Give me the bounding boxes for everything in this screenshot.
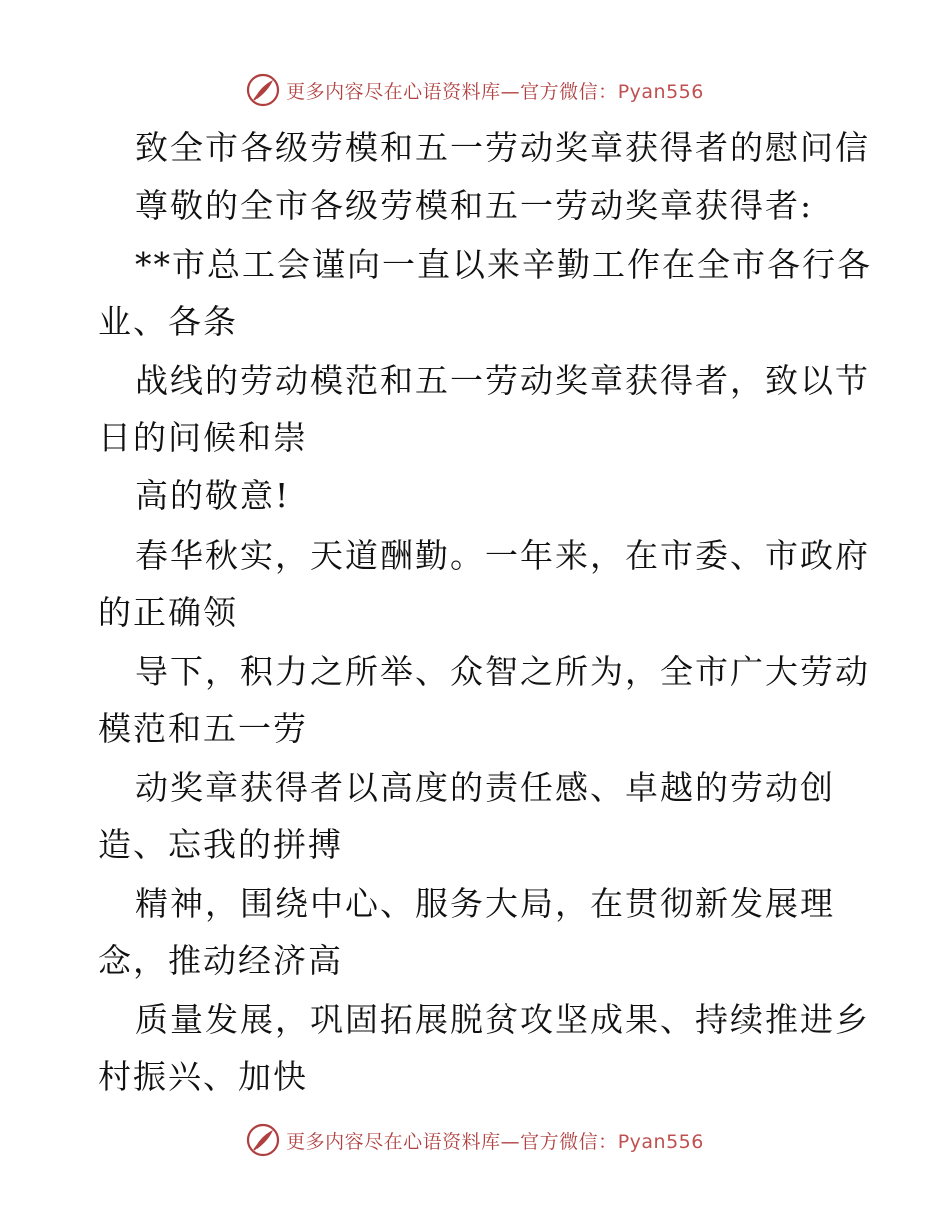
text-line: 质量发展，巩固拓展脱贫攻坚成果、持续推进乡 (135, 1000, 870, 1039)
watermark-main: 更多内容尽在心语资料库 (286, 1130, 501, 1153)
watermark-main: 更多内容尽在心语资料库 (286, 80, 501, 103)
text-line: 春华秋实，天道酬勤。一年来，在市委、市政府 (135, 536, 870, 575)
watermark-sub: 官方微信： (520, 1130, 618, 1153)
text-line: 的正确领 (98, 593, 238, 632)
text-line: 村振兴、加快 (98, 1057, 308, 1096)
watermark-text (286, 77, 704, 104)
watermark-id: Pyan556 (617, 80, 704, 103)
text-line: 动奖章获得者以高度的责任感、卓越的劳动创 (135, 768, 835, 807)
watermark-text (286, 1127, 704, 1154)
letter-title: 致全市各级劳模和五一劳动奖章获得者的慰问信 (135, 128, 870, 167)
header-watermark (0, 70, 950, 110)
quill-logo-icon (246, 1123, 280, 1157)
watermark-sep: — (500, 80, 521, 103)
watermark-id: Pyan556 (617, 1130, 704, 1153)
text-line: 念，推动经济高 (98, 941, 343, 980)
text-line: 日的问候和崇 (98, 418, 308, 457)
text-line: 精神，围绕中心、服务大局，在贯彻新发展理 (135, 884, 835, 923)
watermark-sub: 官方微信： (520, 80, 618, 103)
text-line: 业、各条 (98, 302, 238, 341)
quill-logo-icon (246, 73, 280, 107)
text-line: 战线的劳动模范和五一劳动奖章获得者，致以节 (135, 361, 870, 400)
salutation: 尊敬的全市各级劳模和五一劳动奖章获得者: (135, 186, 814, 225)
text-line: 模范和五一劳 (98, 709, 308, 748)
text-line: 高的敬意! (135, 476, 291, 515)
watermark-sep: — (500, 1130, 521, 1153)
text-line: 造、忘我的拼搏 (98, 825, 343, 864)
footer-watermark (0, 1120, 950, 1160)
text-line: 导下，积力之所举、众智之所为，全市广大劳动 (135, 652, 870, 691)
text-line: **市总工会谨向一直以来辛勤工作在全市各行各 (135, 245, 872, 284)
